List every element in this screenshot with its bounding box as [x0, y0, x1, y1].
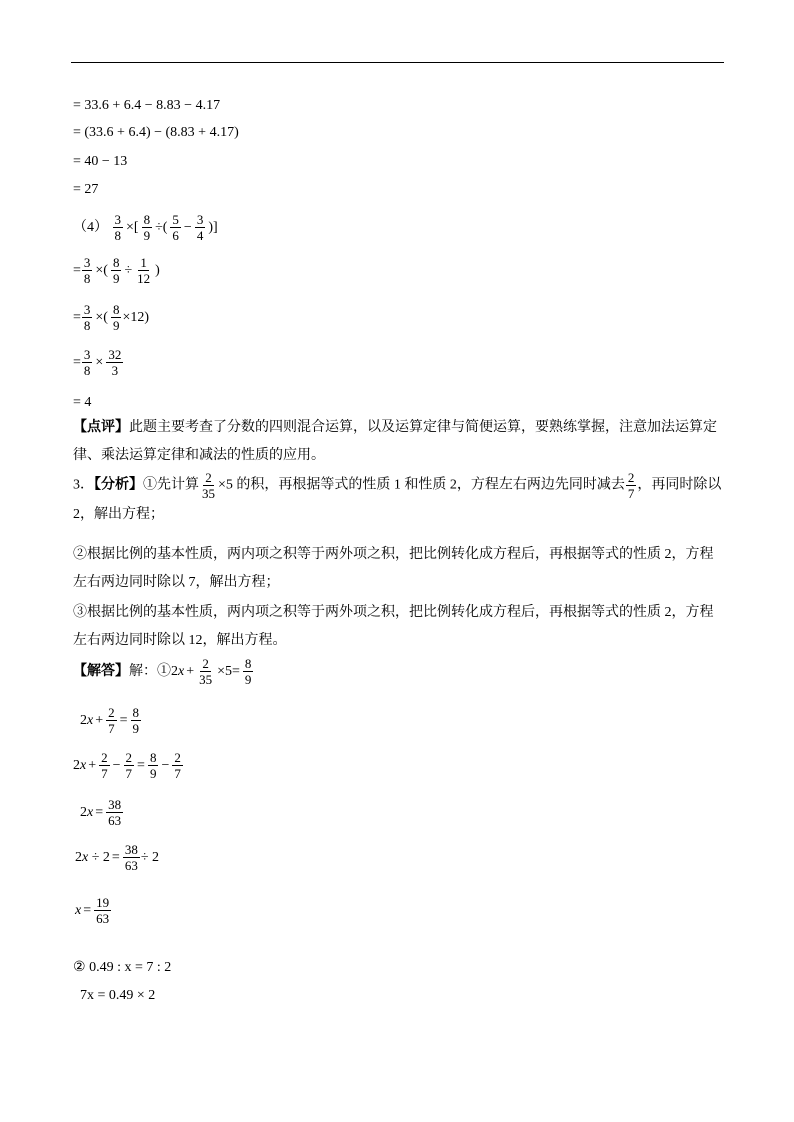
q3-part2-eq2: 7x = 0.49 × 2: [80, 988, 156, 1003]
calc4-label: （4）: [73, 220, 108, 235]
fraction: $\frac{8}{9}$: [112, 255, 120, 287]
comment-text: 此题主要考查了分数的四则混合运算，以及运算定律与简便运算，要熟练掌握，注意加法运算定律、乘法运算定律和减法的性质的应用。: [73, 420, 717, 463]
calc3-line1: = 33.6 + 6.4 − 8.83 − 4.17: [73, 98, 221, 113]
calc4-step1: = $\frac{3}{8}$ ×( $\frac{8}{9}$ ÷ $\frac{1}{12}$ ): [73, 255, 160, 287]
fraction: $\frac{2}{7}$: [627, 470, 635, 501]
q3-step4: 2x ÷ 2 = $\frac{38}{63}$ ÷ 2: [75, 842, 159, 874]
fraction: $\frac{3}{8}$: [83, 255, 91, 287]
fraction: $\frac{8}{9}$: [149, 750, 157, 782]
fraction: $\frac{3}{8}$: [83, 347, 91, 379]
fraction: $\frac{2}{7}$: [101, 750, 108, 782]
fraction: $\frac{2}{7}$: [125, 750, 133, 782]
comment-paragraph: [73, 414, 725, 470]
fraction: $\frac{32}{3}$: [108, 347, 122, 379]
calc3-line2: = (33.6 + 6.4) − (8.83 + 4.17): [73, 125, 239, 140]
comment-tag: 【点评】: [73, 420, 129, 435]
calc4-step2: = $\frac{3}{8}$ ×( $\frac{8}{9}$ ×12): [73, 302, 150, 334]
fraction: $\frac{19}{63}$: [96, 895, 110, 927]
calc4-step3: = $\frac{3}{8}$ × $\frac{32}{3}$: [73, 347, 122, 379]
fraction: $\frac{2}{7}$: [108, 705, 115, 737]
q3-step1: 2x + $\frac{2}{7}$ = $\frac{8}{9}$: [80, 705, 140, 737]
fraction: $\frac{3}{4}$: [196, 212, 204, 244]
fraction: $\frac{2}{7}$: [174, 750, 181, 782]
fraction: $\frac{2}{35}$: [199, 656, 213, 688]
fraction: $\frac{1}{12}$: [137, 255, 151, 287]
q3-analysis-2: ②根据比例的基本性质，两内项之积等于两外项之积，把比例转化成方程后，再根据等式的性质 2，方程左右两边同时除以 7，解出方程；: [73, 547, 714, 590]
fraction: $\frac{8}{9}$: [244, 656, 252, 688]
calc4-result: = 4: [73, 395, 92, 410]
fraction: $\frac{8}{9}$: [112, 302, 120, 334]
q3-step2: 2x + $\frac{2}{7}$ − $\frac{2}{7}$ = $\frac{8}{9}$ − $\frac{2}{7}$: [73, 750, 181, 782]
q3-step3: 2x = $\frac{38}{63}$: [80, 797, 122, 829]
q3-step5: x = $\frac{19}{63}$: [75, 895, 110, 927]
fraction: $\frac{5}{6}$: [172, 212, 179, 244]
header-rule: [71, 62, 724, 63]
fraction: $\frac{8}{9}$: [143, 212, 151, 244]
analysis-tag: 【分析】: [94, 477, 143, 493]
fraction: $\frac{38}{63}$: [124, 842, 138, 874]
calc3-line3: = 40 − 13: [73, 154, 128, 169]
fraction: $\frac{3}{8}$: [114, 212, 121, 244]
answer-tag: 【解答】: [73, 664, 129, 679]
q3-analysis-1: 3．【分析】①先计算 $\frac{2}{35}$ ×5 的积，再根据等式的性质 1 和性质 2，方程左右两边先同时减去 $\frac{2}{7}$ ，再同时除以 2，解出方程；: [73, 470, 722, 522]
calc4-problem: （4） $\frac{3}{8}$ ×[ $\frac{8}{9}$ ÷( $\frac{5}{6}$ − $\frac{3}{4}$ )]: [73, 212, 218, 244]
q3-answer-line: 【解答】解：①2x + $\frac{2}{35}$ ×5= $\frac{8}{9}$: [73, 656, 252, 688]
q3-analysis-3: ③根据比例的基本性质，两内项之积等于两外项之积，把比例转化成方程后，再根据等式的性质 2，方程左右两边同时除以 12，解出方程。: [73, 605, 714, 648]
calc3-line4: = 27: [73, 182, 99, 197]
fraction: $\frac{3}{8}$: [83, 302, 91, 334]
fraction: $\frac{38}{63}$: [108, 797, 122, 829]
q3-part2-eq1: ② 0.49 : x = 7 : 2: [73, 960, 172, 975]
fraction: $\frac{2}{35}$: [202, 470, 215, 501]
fraction: $\frac{8}{9}$: [132, 705, 140, 737]
